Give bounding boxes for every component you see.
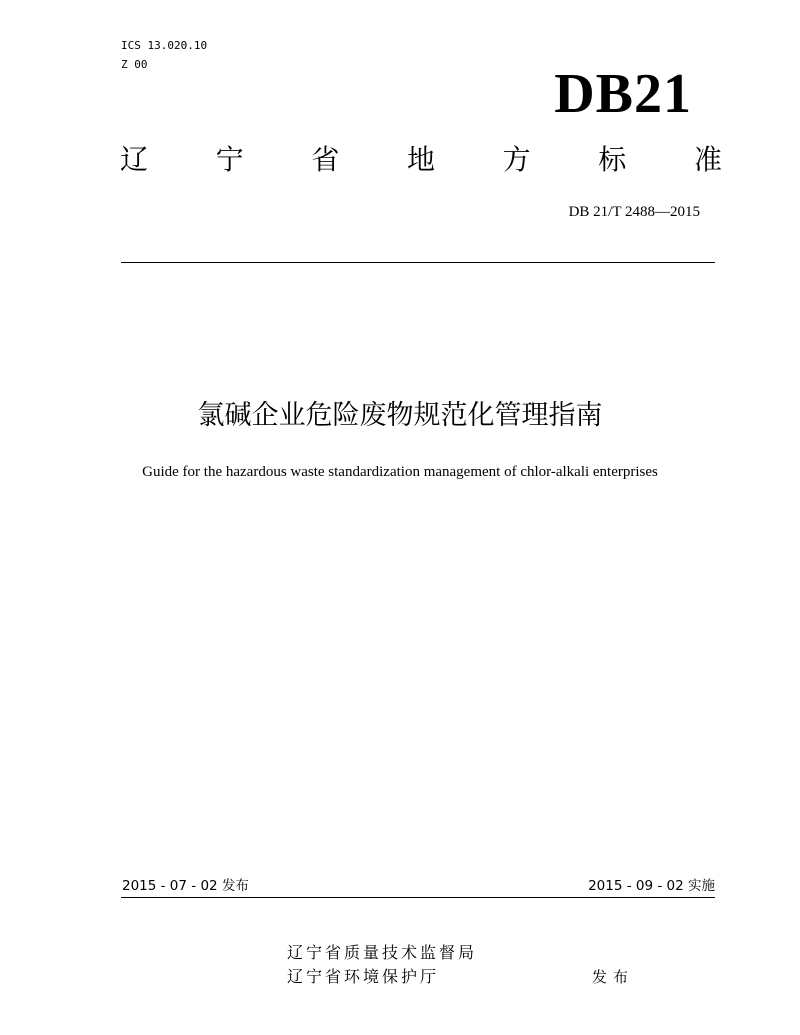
header-divider <box>121 262 715 263</box>
standard-type-char: 标 <box>598 143 627 176</box>
issuer-quality-bureau: 辽宁省质量技术监督局 <box>287 943 478 962</box>
document-title-english: Guide for the hazardous waste standardization management of chlor-alkali enterprises <box>142 464 658 480</box>
standard-type-char: 方 <box>502 143 531 176</box>
standard-type-char: 地 <box>406 143 435 176</box>
db21-logo: DB21 <box>554 63 692 125</box>
standard-type-char: 准 <box>693 143 722 176</box>
implementation-date: 2015 - 09 - 02 实施 <box>588 878 715 894</box>
standard-type-heading <box>120 142 722 178</box>
date-row <box>121 877 715 898</box>
standard-type-char: 辽 <box>120 143 149 176</box>
issue-date: 2015 - 07 - 02 发布 <box>122 878 249 894</box>
document-title-chinese: 氯碱企业危险废物规范化管理指南 <box>197 400 603 431</box>
classification-code: Z 00 <box>121 58 148 71</box>
standard-type-char: 宁 <box>215 143 244 176</box>
standard-type-char: 省 <box>311 143 340 176</box>
standard-number: DB 21/T 2488—2015 <box>568 204 700 220</box>
issuer-environment-department: 辽宁省环境保护厅 <box>287 967 440 986</box>
ics-code: ICS 13.020.10 <box>121 39 208 52</box>
publish-label: 发布 <box>592 968 635 986</box>
